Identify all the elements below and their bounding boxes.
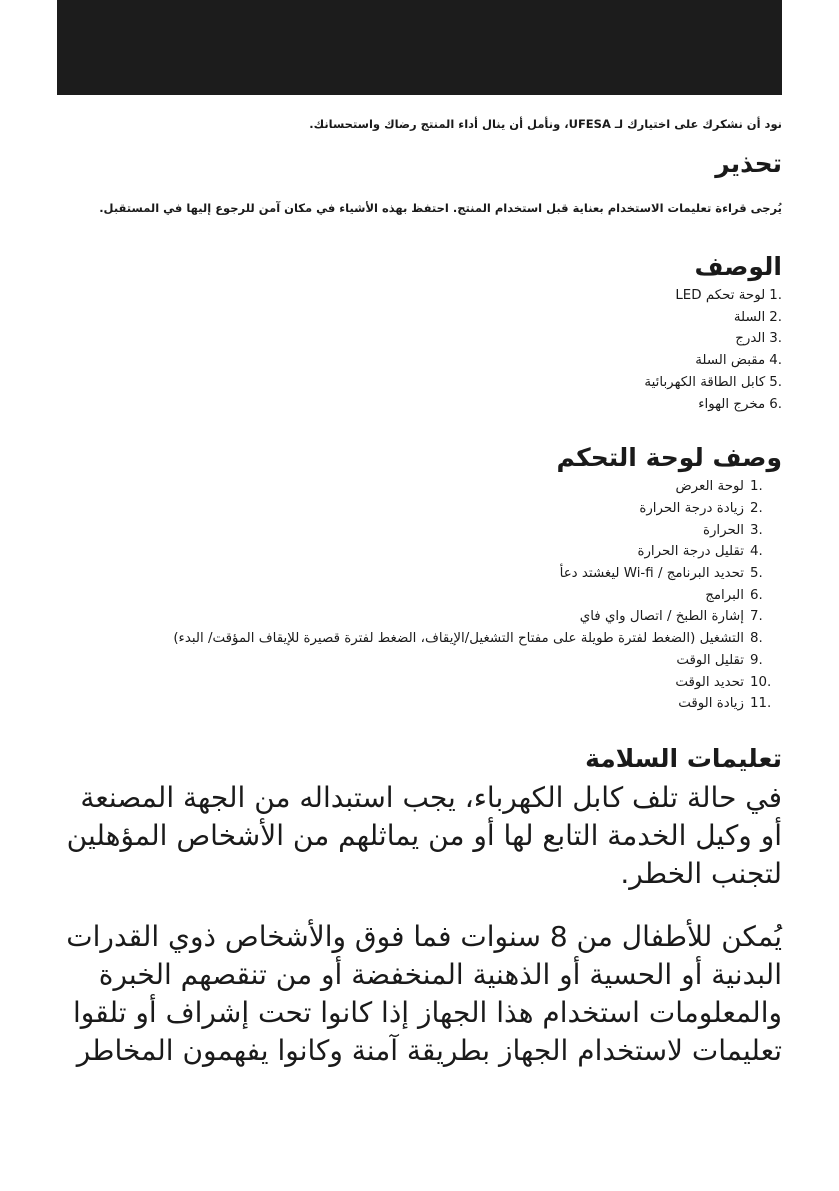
list-item-number: 3. <box>750 522 763 538</box>
list-item-label: تقليل درجة الحرارة <box>637 544 744 560</box>
list-item-label: تحديد البرنامج / Wi-fi ليغشتد دعأ <box>559 566 744 582</box>
list-item-label: تحديد الوقت <box>675 674 744 690</box>
list-item-label: زيادة الوقت <box>678 696 744 712</box>
list-item-label: مخرج الهواء <box>698 396 766 412</box>
list-item <box>57 606 782 628</box>
control-panel-heading: وصف لوحة التحكم <box>556 443 782 473</box>
description-heading: الوصف <box>694 252 782 281</box>
list-item-label: لوحة تحكم LED <box>675 288 766 303</box>
control-panel-list <box>57 476 782 715</box>
list-item-number: 3. <box>769 331 782 347</box>
list-item-number: 8. <box>750 631 763 647</box>
list-item <box>57 628 782 650</box>
list-item-label: البرامج <box>705 587 744 603</box>
list-item <box>57 585 782 607</box>
list-item-number: 1. <box>750 479 763 495</box>
list-item-label: لوحة العرض <box>675 479 744 495</box>
safety-heading: تعليمات السلامة <box>585 743 782 773</box>
list-item-label: تقليل الوقت <box>676 652 744 668</box>
list-item <box>57 350 782 372</box>
list-item-number: 11. <box>750 696 772 712</box>
list-item-label: إشارة الطبخ / اتصال واي فاي <box>579 609 744 625</box>
list-item <box>57 650 782 672</box>
list-item-number: 6. <box>769 396 782 412</box>
list-item-label: الدرج <box>735 331 766 347</box>
list-item-label: مقبض السلة <box>695 353 766 369</box>
list-item-number: 2. <box>750 500 763 516</box>
list-item <box>57 498 782 520</box>
list-item <box>57 476 782 498</box>
list-item-number: 9. <box>750 652 763 668</box>
list-item-label: الحرارة <box>702 522 744 538</box>
intro-text: نود أن نشكرك على اختيارك لـ UFESA، ونأمل أن ينال أداء المنتج رضاك واستحسانك. <box>309 117 782 131</box>
list-item-label: كابل الطاقة الكهربائية <box>644 374 766 390</box>
list-item-label: زيادة درجة الحرارة <box>639 500 744 516</box>
list-item <box>57 394 782 416</box>
safety-paragraph: يُمكن للأطفال من 8 سنوات فما فوق والأشخاص ذوي القدرات البدنية أو الحسية أو الذهنية المنخفضة أو من تنقصهم الخبرة والمعلومات استخدام هذا الجهاز إذا كانوا تحت إشراف أو تلقوا تعليمات لاستخدام الجهاز بطريقة آمنة وكانوا يفهمون المخاطر <box>66 919 782 1067</box>
list-item <box>57 693 782 715</box>
list-item <box>57 328 782 350</box>
description-list <box>57 285 782 415</box>
list-item-number: 7. <box>750 609 763 625</box>
list-item <box>57 563 782 585</box>
list-item-number: 4. <box>750 544 763 560</box>
list-item-number: 5. <box>769 374 782 390</box>
list-item-label: السلة <box>733 309 766 325</box>
list-item-number: 10. <box>750 674 772 690</box>
warning-text: يُرجى قراءة تعليمات الاستخدام بعناية قبل استخدام المنتج. احتفظ بهذه الأشياء في مكان آمن للرجوع إليها في المستقبل. <box>99 201 782 215</box>
list-item-number: 6. <box>750 587 763 603</box>
list-item <box>57 307 782 329</box>
list-item-number: 1. <box>769 288 782 303</box>
list-item-number: 5. <box>750 566 763 582</box>
header-bar <box>57 0 782 95</box>
list-item <box>57 520 782 542</box>
list-item-number: 4. <box>769 353 782 369</box>
list-item <box>57 672 782 694</box>
list-item <box>57 541 782 563</box>
list-item <box>57 285 782 307</box>
document-body <box>57 112 782 1070</box>
safety-paragraph: في حالة تلف كابل الكهرباء، يجب استبداله من الجهة المصنعة أو وكيل الخدمة التابع لها أو من يماثلهم من الأشخاص المؤهلين لتجنب الخطر. <box>66 780 782 890</box>
list-item-number: 2. <box>769 309 782 325</box>
warning-heading: تحذير <box>715 149 782 178</box>
list-item <box>57 372 782 394</box>
list-item-label: التشغيل (الضغط لفترة طويلة على مفتاح التشغيل/الإيقاف، الضغط لفترة قصيرة للإيقاف المؤقت/ البدء) <box>173 631 744 647</box>
